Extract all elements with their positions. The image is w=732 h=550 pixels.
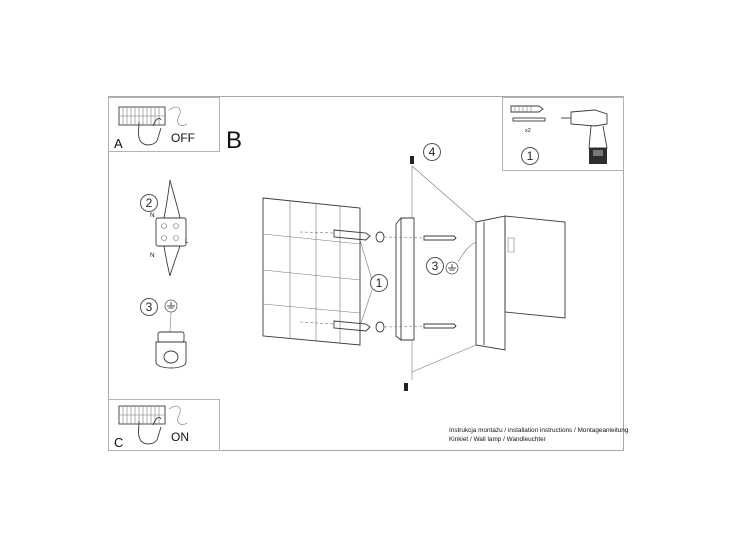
panel-step-c (108, 399, 220, 451)
callout-4 (423, 143, 441, 161)
callout-1-tools-number: 1 (526, 149, 534, 163)
callout-1-main (370, 274, 388, 292)
callout-3-main (426, 257, 444, 275)
callout-2-number: 2 (145, 196, 153, 210)
step-c-letter: C (114, 435, 124, 450)
mounting-bracket (396, 218, 414, 340)
neutral-mark: N (150, 212, 155, 219)
step-b-letter: B (226, 127, 243, 154)
bottom-screw (404, 383, 408, 391)
on-label: ON (171, 430, 189, 444)
callout-3-main-number: 3 (431, 259, 439, 273)
top-screw (410, 156, 414, 164)
ground-symbol-icon (446, 242, 476, 274)
bracket-screws (384, 236, 456, 328)
callout-1-main-number: 1 (375, 276, 383, 290)
neutral-mark-lower: N (150, 252, 155, 259)
live-mark: L (185, 238, 189, 245)
fuse-box-icon (109, 400, 221, 452)
footer-instructions (449, 427, 628, 444)
step-a-letter: A (114, 136, 123, 151)
footer-line-2: Kinkiet / Wall lamp / Wandleuchter (449, 435, 546, 443)
anchor-quantity: x2 (525, 128, 531, 134)
footer-line-1: Instrukcja montażu / installation instructions / Montageanleitung (449, 427, 629, 434)
callout-3-left-number: 3 (145, 300, 153, 314)
wall-lamp-icon (476, 216, 565, 350)
callout-4-number: 4 (428, 145, 436, 159)
off-label: OFF (171, 131, 195, 145)
